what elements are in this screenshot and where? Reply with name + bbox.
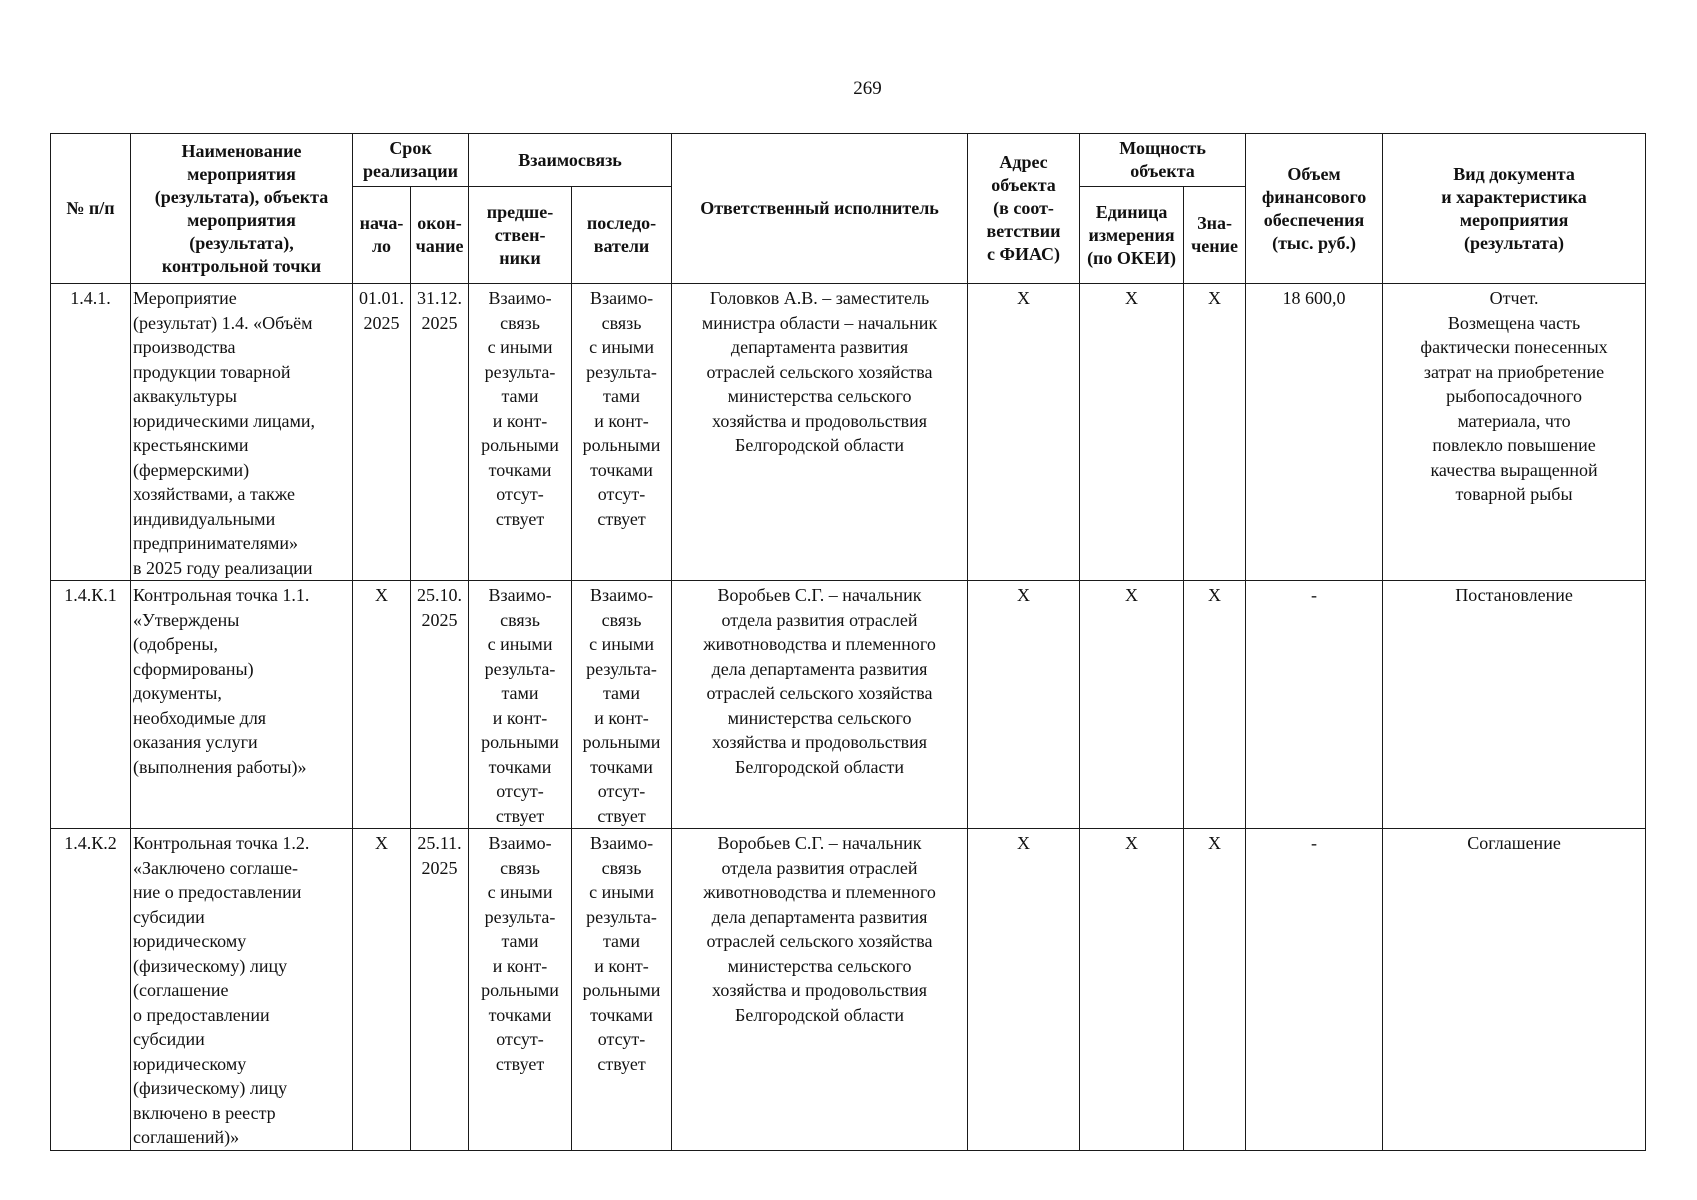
header-num: № п/п: [51, 134, 131, 284]
header-finance: Объем финансового обеспечения (тыс. руб.): [1246, 134, 1383, 284]
header-predecessors: предше- ствен- ники: [469, 187, 572, 284]
row-start: Х: [353, 829, 411, 1151]
header-start: нача- ло: [353, 187, 411, 284]
row-name: Контрольная точка 1.2. «Заключено соглаше- ние о предоставлении субсидии юридическому (физическому) лицу (соглашение о предоставлении субсидии юридическому (физическому) лицу включено в реестр соглашений)»: [131, 829, 353, 1151]
row-predecessors: Взаимо- связь с иными результа- тами и конт- рольными точками отсут- ствует: [469, 829, 572, 1151]
row-num: 1.4.К.1: [51, 581, 131, 829]
row-unit: Х: [1080, 284, 1184, 581]
row-document: Соглашение: [1383, 829, 1646, 1151]
row-document: Отчет. Возмещена часть фактически понесенных затрат на приобретение рыбопосадочного материала, что повлекло повышение качества выращенной товарной рыбы: [1383, 284, 1646, 581]
table-row: [51, 829, 1646, 1151]
table-row: [51, 581, 1646, 829]
activity-table: [50, 133, 1646, 1151]
header-unit: Единица измерения (по ОКЕИ): [1080, 187, 1184, 284]
header-power: Мощность объекта: [1080, 134, 1246, 187]
header-link: Взаимосвязь: [469, 134, 672, 187]
row-responsible: Воробьев С.Г. – начальник отдела развития отраслей животноводства и племенного дела департамента развития отраслей сельского хозяйства министерства сельского хозяйства и продовольствия Белгородской области: [672, 581, 968, 829]
header-responsible: Ответственный исполнитель: [672, 134, 968, 284]
row-end: 25.11. 2025: [411, 829, 469, 1151]
row-start: 01.01. 2025: [353, 284, 411, 581]
row-name: Контрольная точка 1.1. «Утверждены (одобрены, сформированы) документы, необходимые для оказания услуги (выполнения работы)»: [131, 581, 353, 829]
row-predecessors: Взаимо- связь с иными результа- тами и конт- рольными точками отсут- ствует: [469, 581, 572, 829]
row-finance: -: [1246, 581, 1383, 829]
row-unit: Х: [1080, 829, 1184, 1151]
header-period: Срок реализации: [353, 134, 469, 187]
row-successors: Взаимо- связь с иными результа- тами и конт- рольными точками отсут- ствует: [572, 829, 672, 1151]
row-successors: Взаимо- связь с иными результа- тами и конт- рольными точками отсут- ствует: [572, 284, 672, 581]
row-end: 31.12. 2025: [411, 284, 469, 581]
header-successors: последо- ватели: [572, 187, 672, 284]
row-predecessors: Взаимо- связь с иными результа- тами и конт- рольными точками отсут- ствует: [469, 284, 572, 581]
row-successors: Взаимо- связь с иными результа- тами и конт- рольными точками отсут- ствует: [572, 581, 672, 829]
header-address: Адрес объекта (в соот- ветствии с ФИАС): [968, 134, 1080, 284]
header-document: Вид документа и характеристика мероприятия (результата): [1383, 134, 1646, 284]
row-name: Мероприятие (результат) 1.4. «Объём производства продукции товарной аквакультуры юридическими лицами, крестьянскими (фермерскими) хозяйствами, а также индивидуальными предпринимателями» в 2025 году реализации: [131, 284, 353, 581]
header-end: окон- чание: [411, 187, 469, 284]
row-num: 1.4.К.2: [51, 829, 131, 1151]
row-address: Х: [968, 284, 1080, 581]
row-unit: Х: [1080, 581, 1184, 829]
row-finance: 18 600,0: [1246, 284, 1383, 581]
row-value: Х: [1184, 284, 1246, 581]
row-start: Х: [353, 581, 411, 829]
row-address: Х: [968, 829, 1080, 1151]
row-end: 25.10. 2025: [411, 581, 469, 829]
row-value: Х: [1184, 581, 1246, 829]
row-responsible: Головков А.В. – заместитель министра области – начальник департамента развития отраслей сельского хозяйства министерства сельского хозяйства и продовольствия Белгородской области: [672, 284, 968, 581]
header-value: Зна- чение: [1184, 187, 1246, 284]
table-row: [51, 284, 1646, 581]
row-num: 1.4.1.: [51, 284, 131, 581]
row-responsible: Воробьев С.Г. – начальник отдела развития отраслей животноводства и племенного дела департамента развития отраслей сельского хозяйства министерства сельского хозяйства и продовольствия Белгородской области: [672, 829, 968, 1151]
row-finance: -: [1246, 829, 1383, 1151]
row-document: Постановление: [1383, 581, 1646, 829]
row-value: Х: [1184, 829, 1246, 1151]
page-number: 269: [853, 78, 882, 99]
header-name: Наименование мероприятия (результата), объекта мероприятия (результата), контрольной точки: [131, 134, 353, 284]
row-address: Х: [968, 581, 1080, 829]
